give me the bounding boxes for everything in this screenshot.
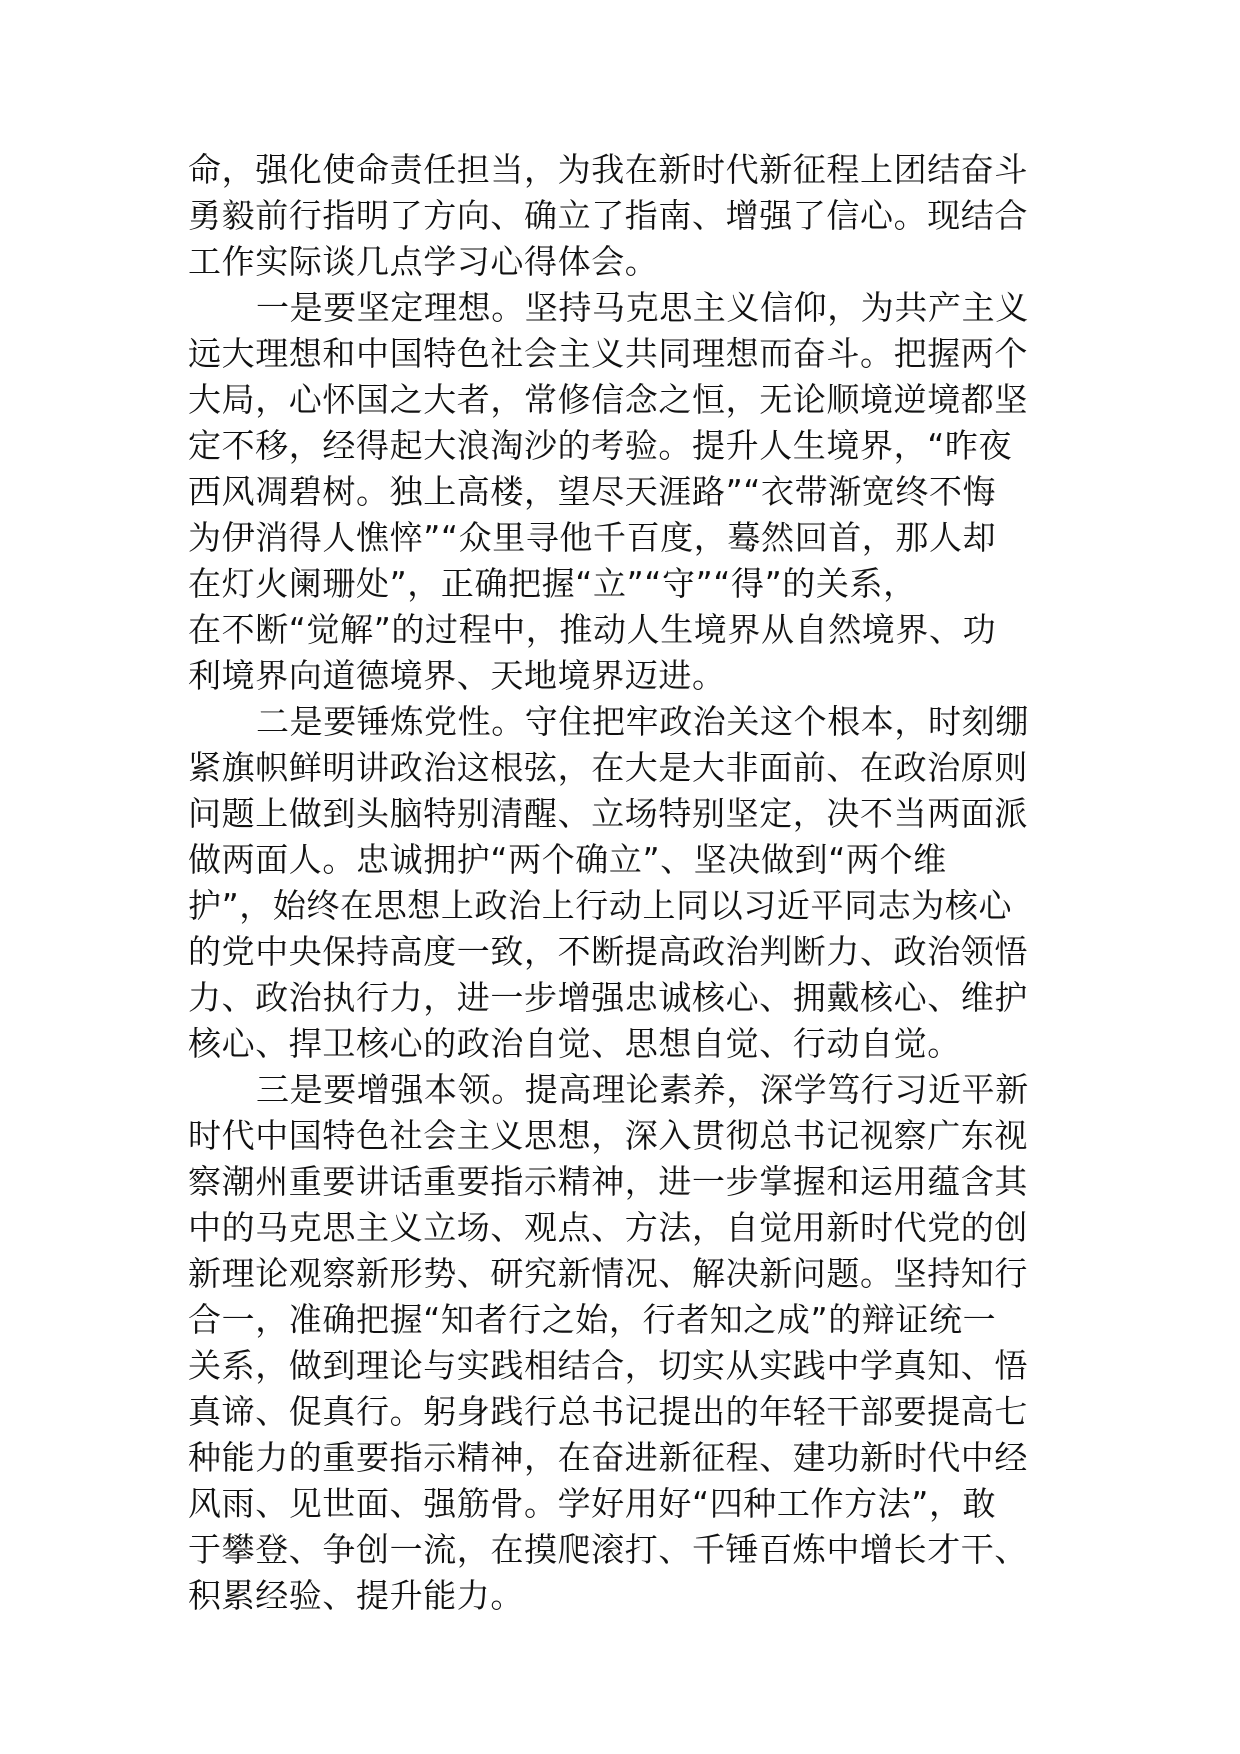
text-line: 紧旗帜鲜明讲政治这根弦，在大是大非面前、在政治原则 [188, 748, 1028, 787]
text-line: 西风凋碧树。独上高楼，望尽天涯路”“衣带渐宽终不悔 [188, 472, 997, 511]
text-line: 工作实际谈几点学习心得体会。 [188, 242, 659, 281]
text-line: 力、政治执行力，进一步增强忠诚核心、拥戴核心、维护 [188, 978, 1028, 1017]
text-line: 命，强化使命责任担当，为我在新时代新征程上团结奋斗 [188, 150, 1028, 189]
text-line: 做两面人。忠诚拥护“两个确立”、坚决做到“两个维 [188, 840, 947, 879]
text-line: 风雨、见世面、强筋骨。学好用好“四种工作方法”，敢 [188, 1484, 997, 1523]
text-line: 中的马克思主义立场、观点、方法，自觉用新时代党的创 [188, 1208, 1028, 1247]
text-line: 护”，始终在思想上政治上行动上同以习近平同志为核心 [188, 886, 1013, 925]
text-line: 勇毅前行指明了方向、确立了指南、增强了信心。现结合 [188, 196, 1028, 235]
text-line: 定不移，经得起大浪淘沙的考验。提升人生境界，“昨夜 [188, 426, 1013, 465]
text-line: 察潮州重要讲话重要指示精神，进一步掌握和运用蕴含其 [188, 1162, 1028, 1201]
text-line: 远大理想和中国特色社会主义共同理想而奋斗。把握两个 [188, 334, 1028, 373]
text-line: 在灯火阑珊处”，正确把握“立”“守”“得”的关系， [188, 564, 917, 603]
document-body [188, 147, 1056, 1619]
text-line: 于攀登、争创一流，在摸爬滚打、千锤百炼中增长才干、 [188, 1530, 1028, 1569]
text-line: 的党中央保持高度一致，不断提高政治判断力、政治领悟 [188, 932, 1028, 971]
text-line: 真谛、促真行。躬身践行总书记提出的年轻干部要提高七 [188, 1392, 1028, 1431]
text-line: 大局，心怀国之大者，常修信念之恒，无论顺境逆境都坚 [188, 380, 1028, 419]
text-line: 种能力的重要指示精神，在奋进新征程、建功新时代中经 [188, 1438, 1028, 1477]
text-line: 在不断“觉解”的过程中，推动人生境界从自然境界、功 [188, 610, 997, 649]
text-line: 合一，准确把握“知者行之始，行者知之成”的辩证统一 [188, 1300, 997, 1339]
text-line: 时代中国特色社会主义思想，深入贯彻总书记视察广东视 [188, 1116, 1028, 1155]
text-line: 为伊消得人憔悴”“众里寻他千百度，蓦然回首，那人却 [188, 518, 997, 557]
text-line: 利境界向道德境界、天地境界迈进。 [188, 656, 726, 695]
text-line: 关系，做到理论与实践相结合，切实从实践中学真知、悟 [188, 1346, 1028, 1385]
text-line: 问题上做到头脑特别清醒、立场特别坚定，决不当两面派 [188, 794, 1028, 833]
text-line: 新理论观察新形势、研究新情况、解决新问题。坚持知行 [188, 1254, 1028, 1293]
paragraph-2-heading-line: 二是要锤炼党性。守住把牢政治关这个根本，时刻绷 [256, 702, 1029, 741]
text-line: 积累经验、提升能力。 [188, 1576, 524, 1615]
paragraph-1-heading-line: 一是要坚定理想。坚持马克思主义信仰，为共产主义 [256, 288, 1029, 327]
text-line: 核心、捍卫核心的政治自觉、思想自觉、行动自觉。 [188, 1024, 961, 1063]
paragraph-3-heading-line: 三是要增强本领。提高理论素养，深学笃行习近平新 [256, 1070, 1029, 1109]
